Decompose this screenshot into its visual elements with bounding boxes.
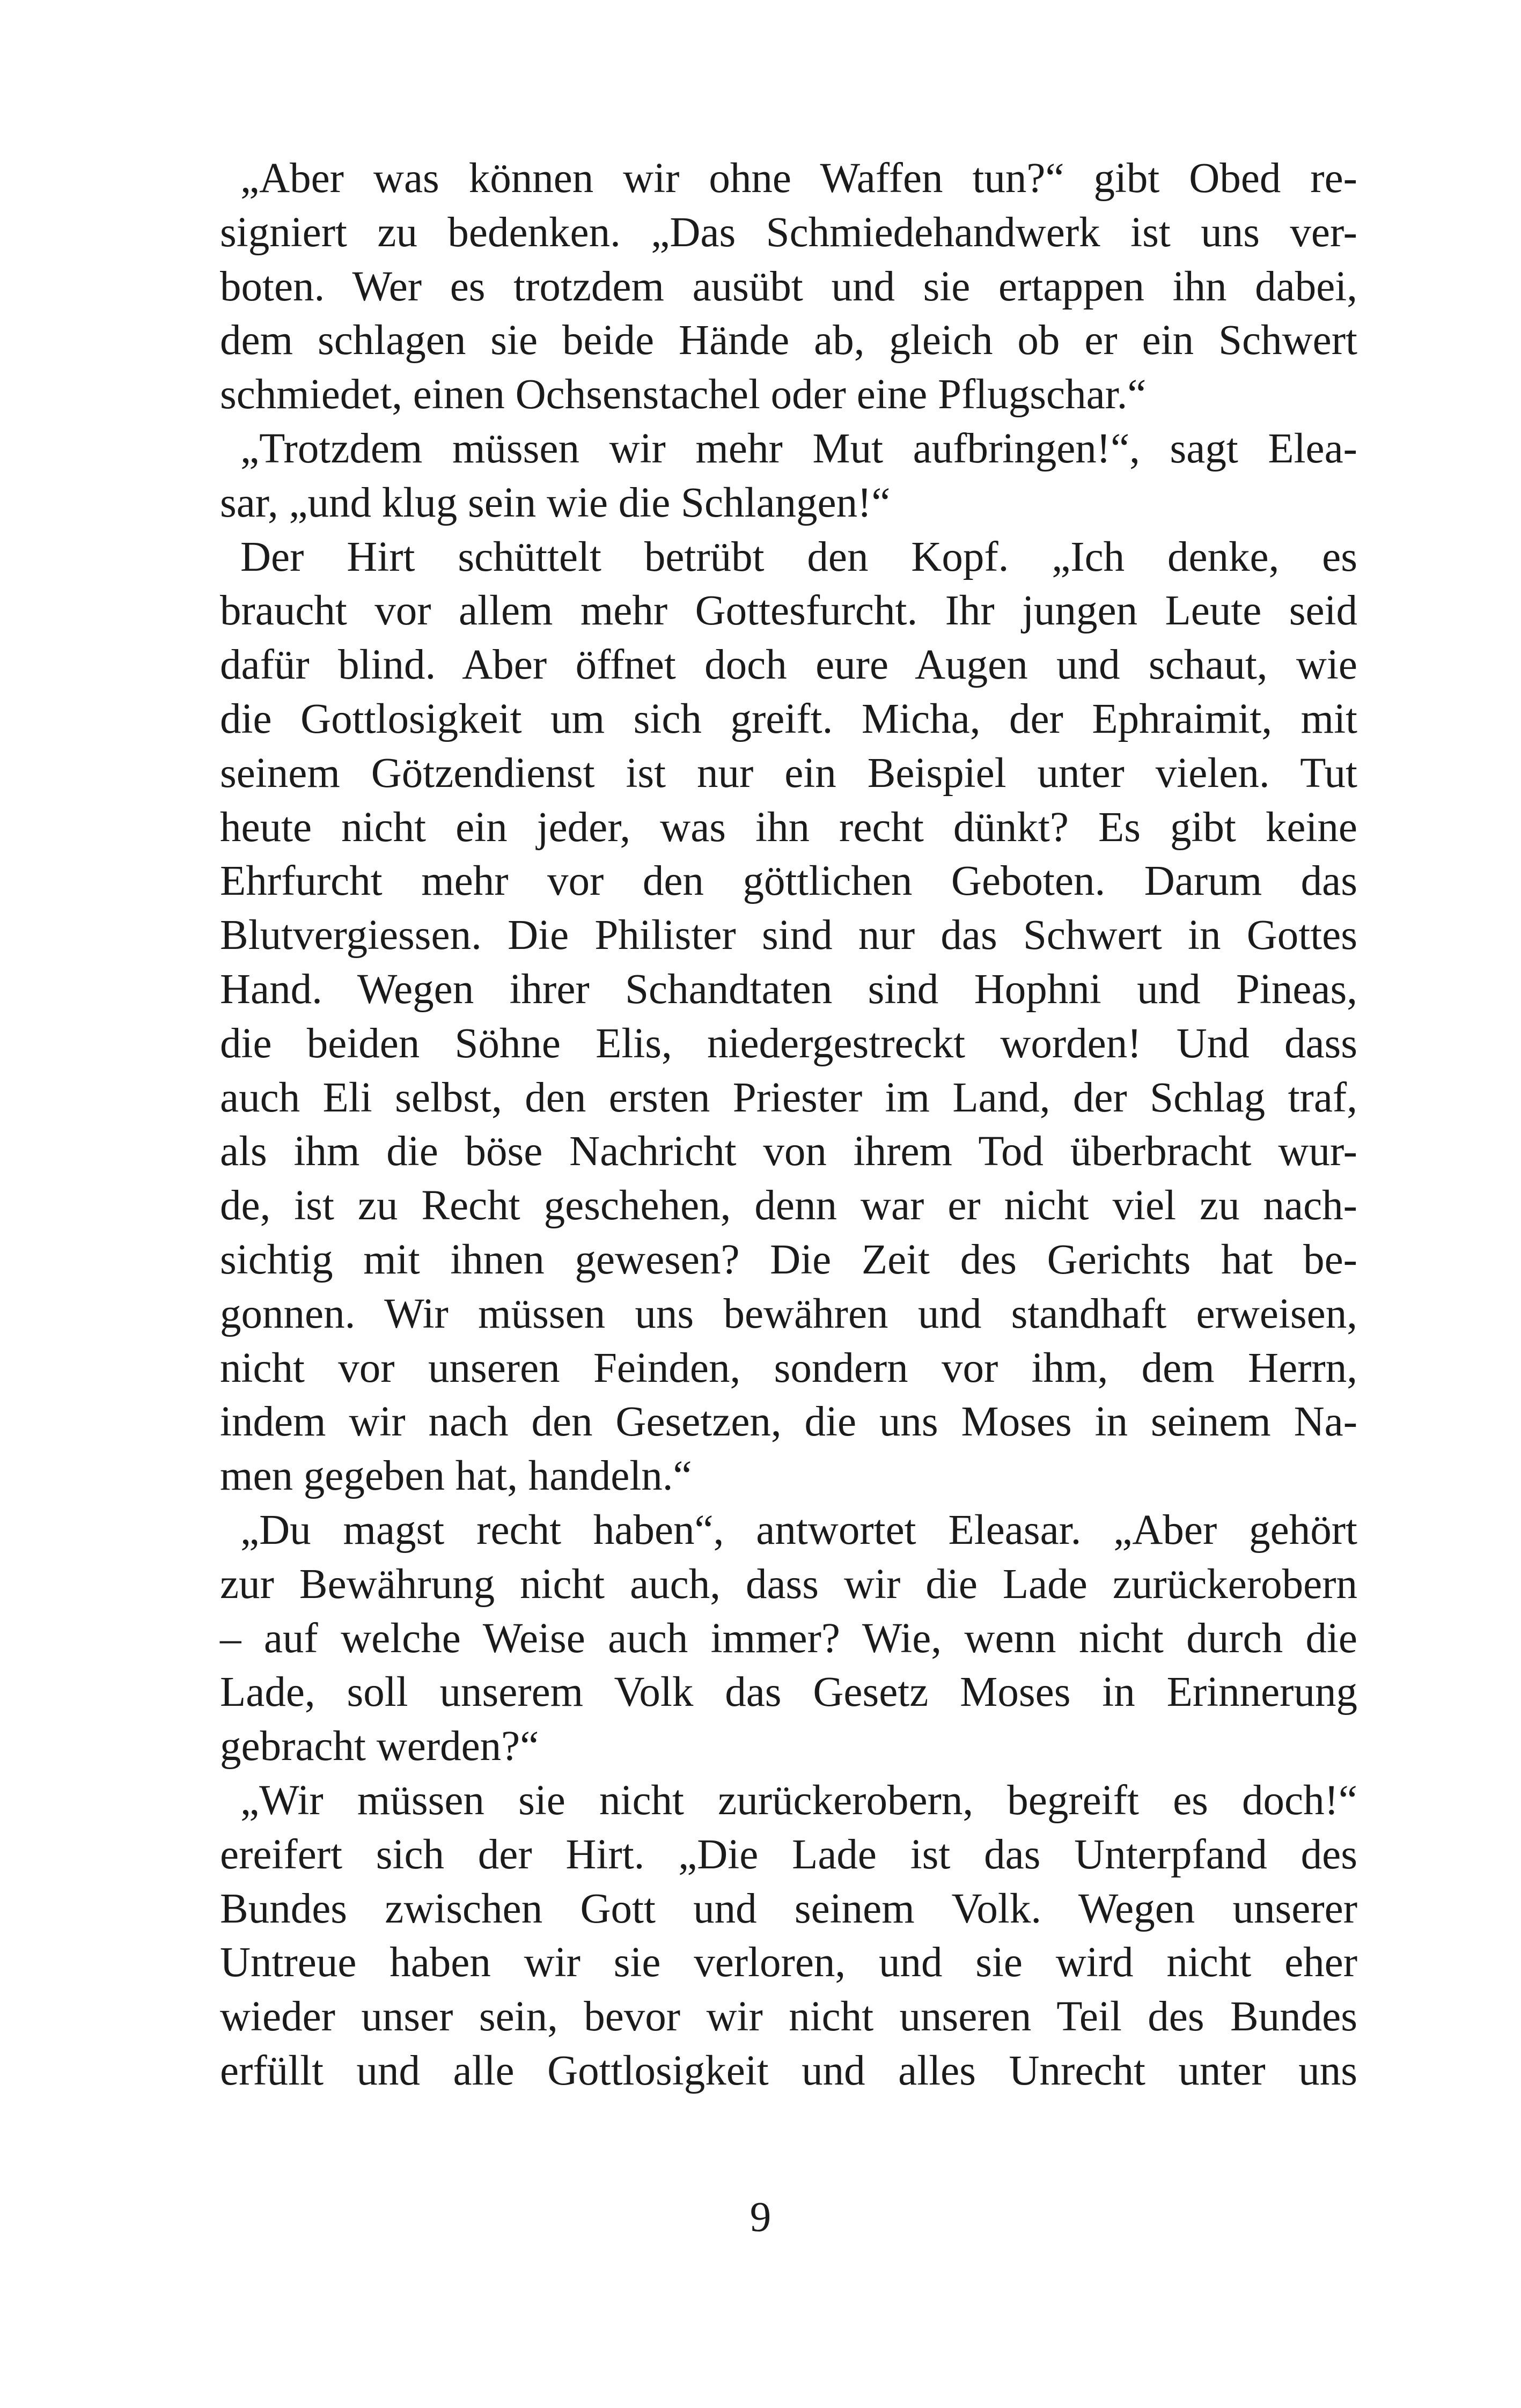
text-line: die beiden Söhne Elis, niedergestreckt worden! Und dass [220, 1020, 1357, 1067]
text-line: zur Bewährung nicht auch, dass wir die Lade zurückerobern [220, 1560, 1357, 1608]
text-line: boten. Wer es trotzdem ausübt und sie ertappen ihn dabei, [220, 263, 1357, 310]
text-line: „Wir müssen sie nicht zurückerobern, begreift es doch!“ [240, 1777, 1357, 1824]
text-line: „Du magst recht haben“, antwortet Eleasar. „Aber gehört [240, 1506, 1357, 1553]
text-line: dafür blind. Aber öffnet doch eure Augen und schaut, wie [220, 642, 1357, 689]
text-line: dem schlagen sie beide Hände ab, gleich ob er ein Schwert [220, 317, 1357, 364]
text-line: Lade, soll unserem Volk das Gesetz Moses in Erinnerung [220, 1669, 1357, 1716]
text-line: de, ist zu Recht geschehen, denn war er nicht viel zu nach- [220, 1182, 1357, 1229]
text-line: wieder unser sein, bevor wir nicht unseren Teil des Bundes [220, 1993, 1357, 2041]
body-text [220, 152, 1357, 2098]
text-line: sar, „und klug sein wie die Schlangen!“ [220, 479, 891, 526]
text-line: Blutvergiessen. Die Philister sind nur das Schwert in Gottes [220, 912, 1357, 959]
page-number: 9 [750, 2194, 771, 2241]
text-line: erfüllt und alle Gottlosigkeit und alles Unrecht unter uns [220, 2047, 1357, 2094]
text-line: sichtig mit ihnen gewesen? Die Zeit des Gerichts hat be- [220, 1236, 1357, 1283]
text-line: braucht vor allem mehr Gottesfurcht. Ihr jungen Leute seid [220, 587, 1357, 635]
text-line: „Aber was können wir ohne Waffen tun?“ gibt Obed re- [240, 155, 1357, 202]
text-line: die Gottlosigkeit um sich greift. Micha, der Ephraimit, mit [220, 695, 1357, 742]
text-line: Der Hirt schüttelt betrübt den Kopf. „Ich denke, es [240, 533, 1357, 580]
text-line: Hand. Wegen ihrer Schandtaten sind Hophni und Pineas, [220, 966, 1357, 1013]
text-line: gonnen. Wir müssen uns bewähren und standhaft erweisen, [220, 1290, 1357, 1337]
text-line: seinem Götzendienst ist nur ein Beispiel unter vielen. Tut [220, 749, 1357, 797]
text-line: Ehrfurcht mehr vor den göttlichen Geboten. Darum das [220, 858, 1357, 905]
text-line: gebracht werden?“ [220, 1723, 539, 1770]
text-line: ereifert sich der Hirt. „Die Lade ist das Unterpfand des [220, 1831, 1357, 1878]
text-line: schmiedet, einen Ochsenstachel oder eine Pflugschar.“ [220, 371, 1147, 418]
text-line: nicht vor unseren Feinden, sondern vor ihm, dem Herrn, [220, 1344, 1357, 1391]
text-line: „Trotzdem müssen wir mehr Mut aufbringen!“, sagt Elea- [240, 425, 1357, 472]
text-line: heute nicht ein jeder, was ihn recht dünkt? Es gibt keine [220, 804, 1357, 851]
text-line: als ihm die böse Nachricht von ihrem Tod überbracht wur- [220, 1128, 1357, 1175]
text-line: – auf welche Weise auch immer? Wie, wenn nicht durch die [220, 1615, 1357, 1662]
text-line: Untreue haben wir sie verloren, und sie wird nicht eher [220, 1939, 1357, 1986]
text-line: men gegeben hat, handeln.“ [220, 1453, 692, 1500]
text-line: auch Eli selbst, den ersten Priester im Land, der Schlag traf, [220, 1074, 1357, 1121]
text-line: signiert zu bedenken. „Das Schmiedehandwerk ist uns ver- [220, 209, 1357, 256]
text-line: indem wir nach den Gesetzen, die uns Moses in seinem Na- [220, 1398, 1357, 1446]
text-line: Bundes zwischen Gott und seinem Volk. Wegen unserer [220, 1885, 1357, 1932]
